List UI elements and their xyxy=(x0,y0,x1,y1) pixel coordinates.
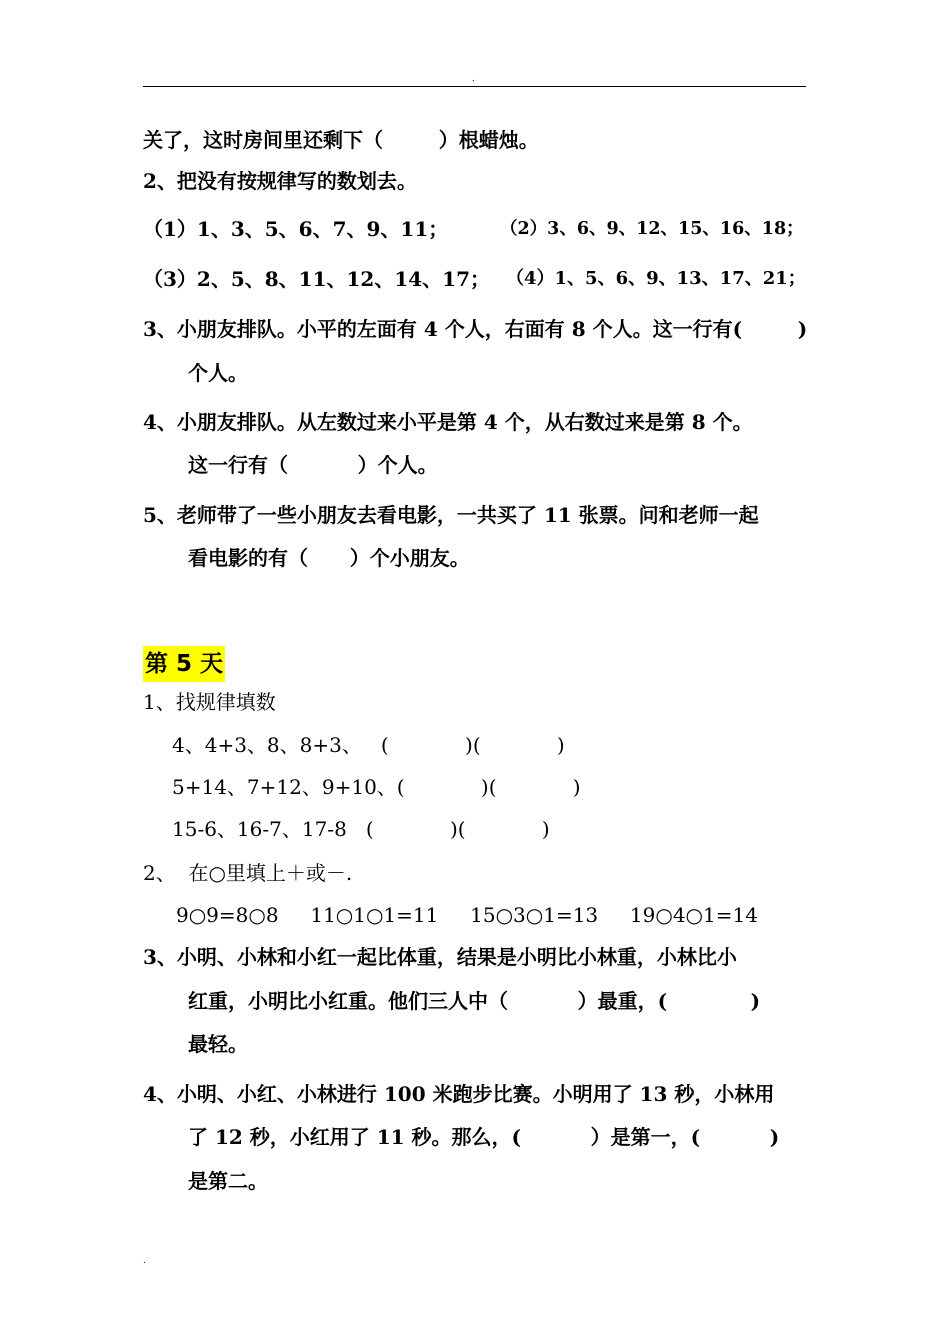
header-dot: . xyxy=(472,73,475,84)
continuation-line: 关了，这时房间里还剩下（ ）根蜡烛。 xyxy=(143,128,539,152)
day5-q1-row-3: 15-6、16-7、17-8 ( )( ) xyxy=(172,817,550,841)
day5-q3-line-3: 最轻。 xyxy=(188,1032,248,1056)
q2-item-2: （2）3、6、9、12、15、16、18； xyxy=(500,219,804,239)
q4-line-1: 4、小朋友排队。从左数过来小平是第 4 个，从右数过来是第 8 个。 xyxy=(143,410,753,434)
header-rule xyxy=(143,86,806,87)
footer-dot: . xyxy=(143,1255,146,1266)
q3-line-2: 个人。 xyxy=(188,361,248,385)
q2-title: 2、把没有按规律写的数划去。 xyxy=(143,169,417,193)
q2-item-4: （4）1、5、6、9、13、17、21； xyxy=(506,268,806,289)
day5-q2-row: 9○9=8○8 11○1○1=11 15○3○1=13 19○4○1=14 xyxy=(176,903,758,927)
q4-line-2: 这一行有（ ）个人。 xyxy=(188,453,438,477)
q5-line-2: 看电影的有（ ）个小朋友。 xyxy=(188,546,470,570)
day5-q4-line-1: 4、小明、小红、小林进行 100 米跑步比赛。小明用了 13 秒，小林用 xyxy=(143,1082,775,1106)
day5-q1-title: 1、找规律填数 xyxy=(143,690,276,714)
day5-title: 第 5 天 xyxy=(143,646,225,682)
day5-q4-line-2: 了 12 秒，小红用了 11 秒。那么，( ）是第一，( ) xyxy=(188,1125,780,1149)
q3-line-1: 3、小朋友排队。小平的左面有 4 个人，右面有 8 个人。这一行有( ) xyxy=(143,317,808,341)
q2-item-1: （1）1、3、5、6、7、9、11； xyxy=(143,217,449,241)
day5-q3-line-2: 红重，小明比小红重。他们三人中（ ）最重，( ) xyxy=(188,989,761,1013)
q5-line-1: 5、老师带了一些小朋友去看电影，一共买了 11 张票。问和老师一起 xyxy=(143,503,759,527)
day5-q2-title: 2、 在○里填上＋或－. xyxy=(143,861,353,885)
q2-item-3: （3）2、5、8、11、12、14、17； xyxy=(143,267,490,291)
day5-q4-line-3: 是第二。 xyxy=(188,1169,268,1193)
day5-q3-line-1: 3、小明、小林和小红一起比体重，结果是小明比小林重，小林比小 xyxy=(143,945,737,969)
day5-q1-row-1: 4、4+3、8、8+3、 ( )( ) xyxy=(172,733,565,757)
day5-q1-row-2: 5+14、7+12、9+10、( )( ) xyxy=(172,775,581,799)
